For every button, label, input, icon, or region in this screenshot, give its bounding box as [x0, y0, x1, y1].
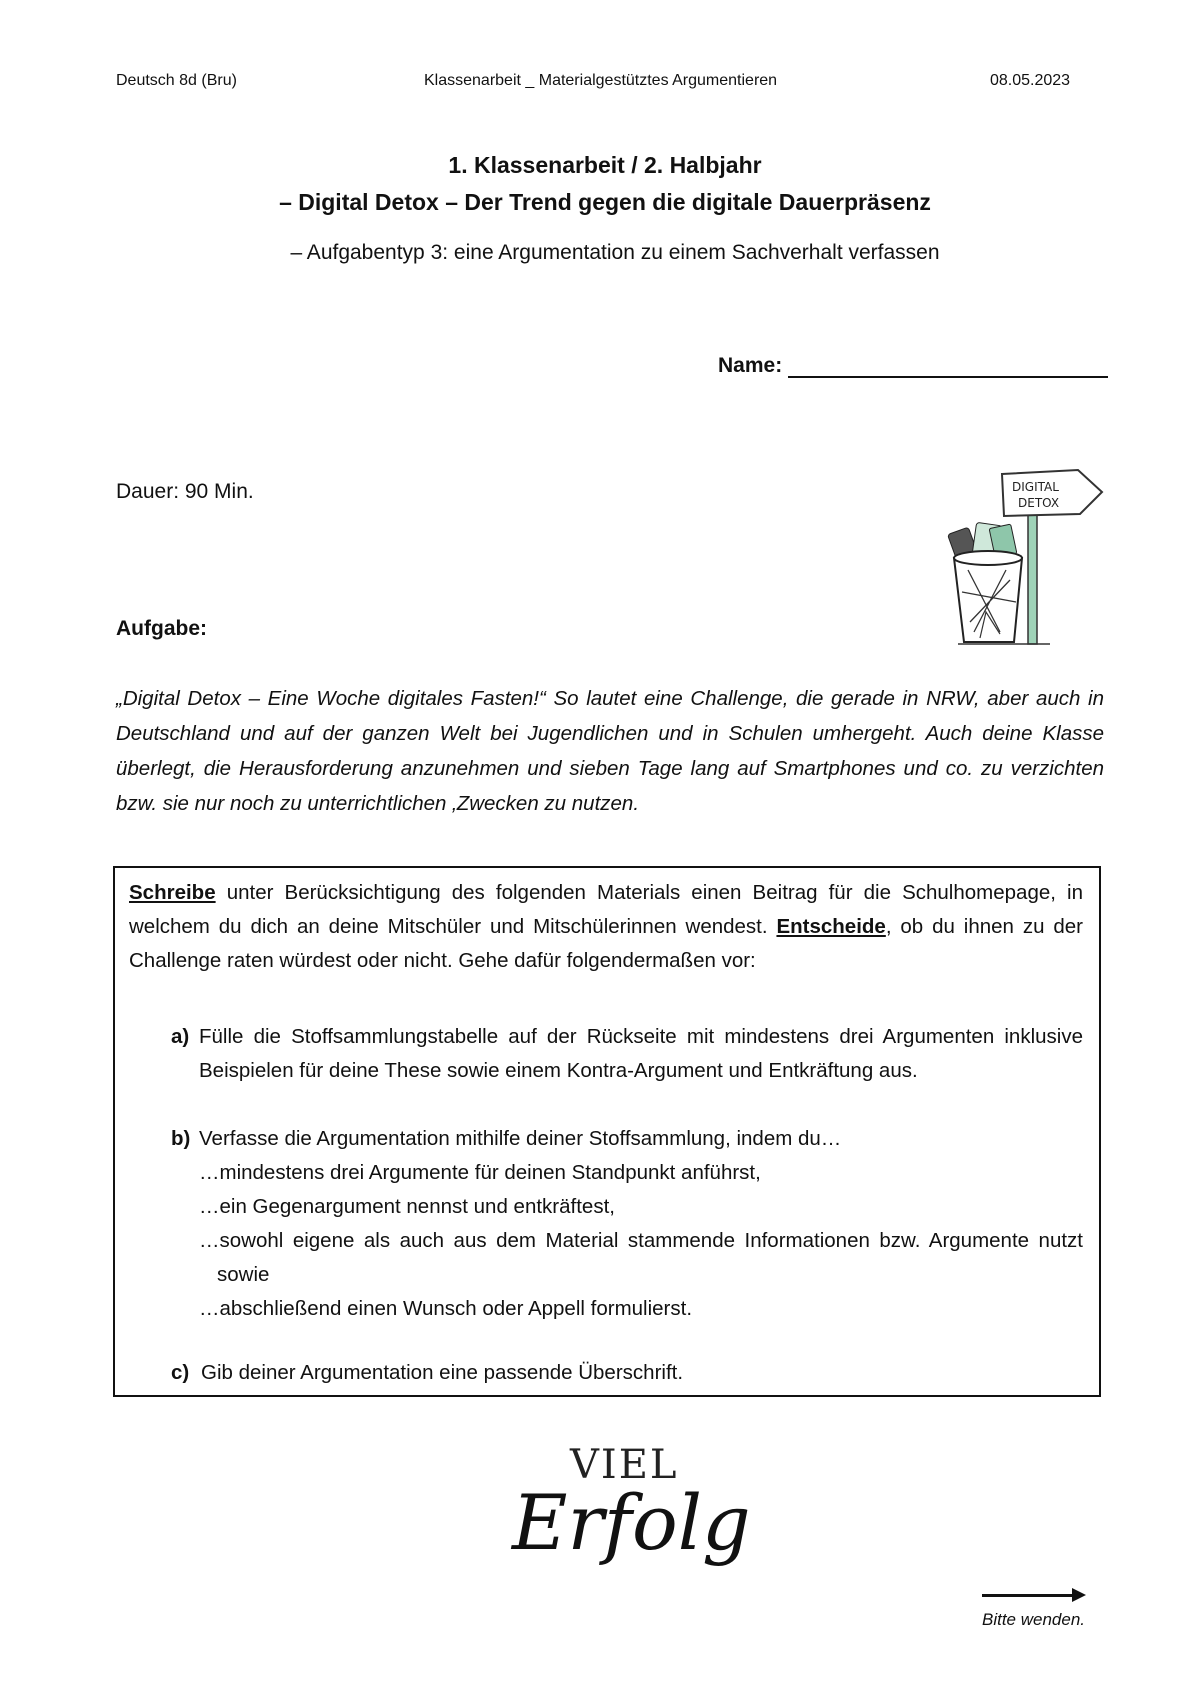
- task-heading: Aufgabe:: [116, 617, 207, 640]
- task-item-a: [173, 1020, 1083, 1088]
- keyword-entscheide: Entscheide: [776, 915, 886, 938]
- task-text-c: Gib deiner Argumentation eine passende Überschrift.: [201, 1361, 684, 1384]
- duration: Dauer: 90 Min.: [116, 480, 254, 503]
- name-label: Name:: [718, 354, 783, 377]
- task-instructions: [129, 876, 1083, 978]
- task-b-point: …abschließend einen Wunsch oder Appell formulierst.: [199, 1297, 693, 1320]
- task-label-b: b): [171, 1127, 191, 1150]
- sign-text-2: DETOX: [1018, 496, 1060, 510]
- keyword-schreibe: Schreibe: [129, 881, 216, 904]
- name-field[interactable]: [718, 354, 1108, 378]
- task-text-a: Fülle die Stoffsammlungstabelle auf der Rückseite mit mindestens drei Argumenten inklusive Beispielen für deine These sowie einem Kontra-Argument und Entkräftung aus.: [199, 1025, 1083, 1082]
- header-course: Deutsch 8d (Bru): [116, 72, 237, 89]
- task-box: [113, 866, 1101, 1397]
- closing-erfolg: Erfolg: [512, 1478, 751, 1567]
- instruction-text-2: , ob du ihnen zu der Challenge raten würdest oder nicht. Gehe dafür folgendermaßen vor:: [129, 915, 1083, 972]
- intro-paragraph: „Digital Detox – Eine Woche digitales Fasten!“ So lautet eine Challenge, die gerade in NRW, aber auch in Deutschland und auf der ganzen Welt bei Jugendlichen und in Schulen umhergeht. Auch deine Klasse überlegt, die Herausforderung anzunehmen und sieben Tage lang auf Smartphones und co. zu verzichten bzw. sie nur noch zu unterrichtlichen ‚Zwecken zu nutzen.: [116, 687, 1104, 815]
- task-b-point-text: …sowohl eigene als auch aus dem Material stammende Informationen bzw. Argumente nutzt sowie: [199, 1229, 1083, 1286]
- turn-page-note: Bitte wenden.: [982, 1610, 1086, 1629]
- closing-viel: VIEL: [570, 1442, 679, 1488]
- digital-detox-illustration: [940, 462, 1110, 650]
- instruction-text-1: unter Berücksichtigung des folgenden Materials einen Beitrag für die Schulhomepage, in welchem du dich an deine Mitschüler und Mitschülerinnen wendest.: [129, 881, 1083, 938]
- task-label-a: a): [171, 1025, 190, 1048]
- header-date: 08.05.2023: [990, 72, 1071, 89]
- task-item-b: [173, 1122, 1083, 1326]
- page-title: 1. Klassenarbeit / 2. Halbjahr: [448, 152, 762, 178]
- task-label-c: c): [171, 1361, 190, 1384]
- page-subtitle: – Digital Detox – Der Trend gegen die digitale Dauerpräsenz: [279, 189, 931, 215]
- task-b-point: …ein Gegenargument nennst und entkräftest,: [199, 1195, 615, 1218]
- task-text-b: Verfasse die Argumentation mithilfe deiner Stoffsammlung, indem du…: [199, 1127, 842, 1150]
- task-b-point: [199, 1224, 1083, 1292]
- header-exam-title: Klassenarbeit _ Materialgestütztes Argumentieren: [424, 72, 778, 89]
- name-line[interactable]: [788, 354, 1108, 378]
- sign-text-1: DIGITAL: [1012, 480, 1059, 494]
- turn-page-arrow-line: [982, 1594, 1076, 1597]
- task-b-point: …mindestens drei Argumente für deinen Standpunkt anführst,: [199, 1161, 761, 1184]
- task-item-c: [173, 1356, 1083, 1390]
- arrow-right-icon: [1072, 1588, 1086, 1602]
- task-type: – Aufgabentyp 3: eine Argumentation zu einem Sachverhalt verfassen: [290, 241, 940, 264]
